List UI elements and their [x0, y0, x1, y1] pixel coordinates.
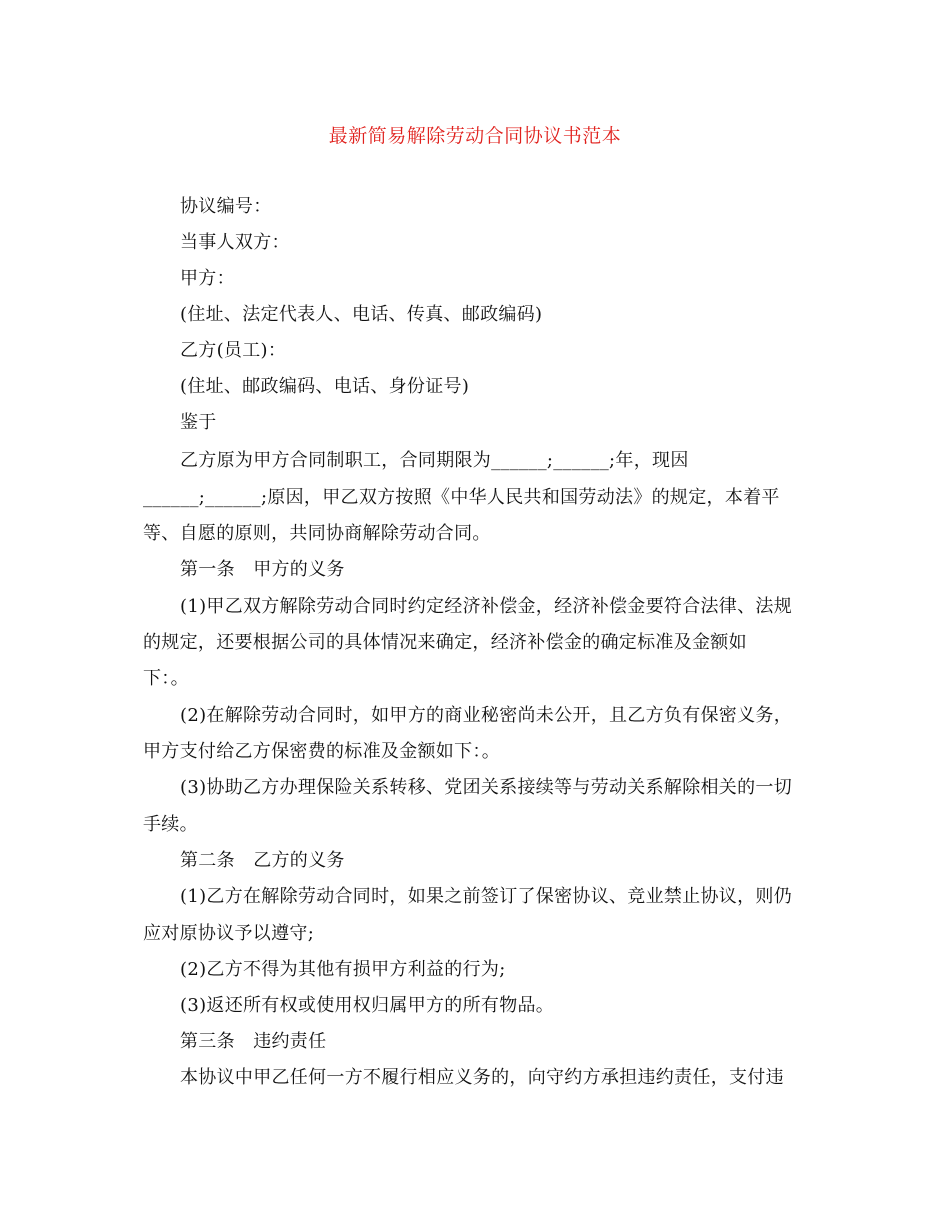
party-b-details-line: (住址、邮政编码、电话、身份证号): [180, 376, 470, 397]
paragraph-line: (3)协助乙方办理保险关系转移、党团关系接续等与劳动关系解除相关的一切: [180, 777, 792, 798]
party-b-line: 乙方(员工)：: [180, 340, 287, 361]
paragraph-line: (3)返还所有权或使用权归属甲方的所有物品。: [180, 995, 555, 1016]
article-1-heading: 第一条 甲方的义务: [180, 559, 345, 580]
paragraph-line: ______;______;原因，甲乙双方按照《中华人民共和国劳动法》的规定，本着平: [143, 487, 780, 508]
paragraph-line: 的规定，还要根据公司的具体情况来确定，经济补偿金的确定标准及金额如: [143, 632, 747, 653]
paragraph-line: (2)乙方不得为其他有损甲方利益的行为;: [180, 959, 506, 980]
paragraph-line: 甲方支付给乙方保密费的标准及金额如下：。: [143, 741, 500, 762]
agreement-number-line: 协议编号：: [180, 196, 272, 217]
paragraph-line: 等、自愿的原则，共同协商解除劳动合同。: [143, 523, 491, 544]
paragraph-line: 下：。: [143, 668, 189, 689]
paragraph-line: (1)甲乙双方解除劳动合同时约定经济补偿金，经济补偿金要符合法律、法规: [180, 596, 792, 617]
article-2-heading: 第二条 乙方的义务: [180, 850, 345, 871]
paragraph-line: 本协议中甲乙任何一方不履行相应义务的，向守约方承担违约责任，支付违: [180, 1067, 784, 1088]
paragraph-line: 乙方原为甲方合同制职工，合同期限为______;______;年，现因: [180, 450, 689, 471]
article-3-heading: 第三条 违约责任: [180, 1031, 327, 1052]
document-title: 最新简易解除劳动合同协议书范本: [328, 125, 622, 147]
party-a-details-line: (住址、法定代表人、电话、传真、邮政编码): [180, 304, 543, 325]
paragraph-line: (1)乙方在解除劳动合同时，如果之前签订了保密协议、竞业禁止协议，则仍: [180, 886, 792, 907]
paragraph-line: 手续。: [143, 814, 198, 835]
party-a-line: 甲方：: [180, 268, 235, 289]
parties-line: 当事人双方：: [180, 232, 290, 253]
paragraph-line: 应对原协议予以遵守;: [143, 923, 315, 944]
paragraph-line: (2)在解除劳动合同时，如甲方的商业秘密尚未公开，且乙方负有保密义务，: [180, 705, 792, 726]
whereas-line: 鉴于: [180, 412, 217, 433]
